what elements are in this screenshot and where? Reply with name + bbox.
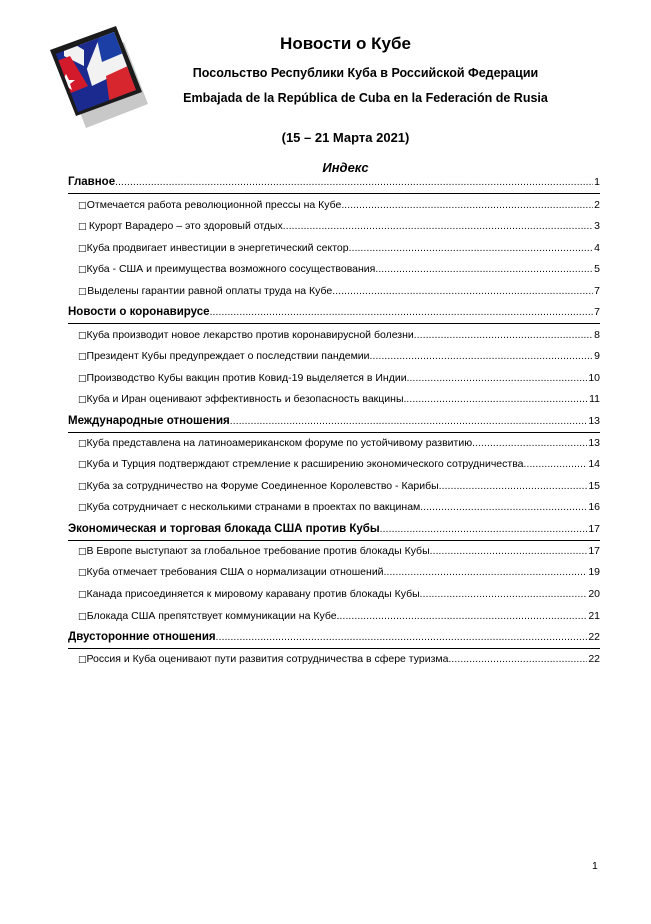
dot-leader xyxy=(115,177,593,188)
toc-page-number: 17 xyxy=(588,523,600,535)
toc-item-title: Куба за сотрудничество на Форуме Соединенное Королевство - Карибы xyxy=(86,480,439,492)
date-range: (15 – 21 Марта 2021) xyxy=(281,130,410,145)
dot-leader xyxy=(524,459,588,470)
toc-page-number: 2 xyxy=(594,199,600,211)
dot-leader xyxy=(230,416,588,427)
toc-page-number: 19 xyxy=(588,566,600,578)
toc-item-title: Отмечается работа революционной прессы на Кубе. xyxy=(86,199,345,211)
toc-item[interactable] xyxy=(78,329,600,341)
toc-item-title: Куба - США и преимущества возможного сосуществования xyxy=(86,263,376,275)
toc-section-title: Экономическая и торговая блокада США против Кубы xyxy=(68,523,380,535)
dot-leader xyxy=(448,654,587,665)
checkbox-icon xyxy=(78,374,87,384)
toc-item-title: В Европе выступают за глобальное требование против блокады Кубы xyxy=(86,545,430,557)
dot-leader xyxy=(406,394,588,405)
dot-leader xyxy=(283,221,593,232)
dot-leader xyxy=(375,264,593,275)
dot-leader xyxy=(472,438,587,449)
toc-section-title: Новости о коронавирусе xyxy=(68,306,210,318)
toc-item-title: Куба отмечает требования США о нормализации отношений xyxy=(86,566,384,578)
index-heading: Индекс xyxy=(322,160,369,175)
toc-page-number: 7 xyxy=(594,306,600,318)
toc-item-title: Россия и Куба оценивают пути развития сотрудничества в сфере туризма xyxy=(86,653,449,665)
checkbox-icon xyxy=(78,331,87,341)
checkbox-icon xyxy=(78,244,87,254)
dot-leader xyxy=(407,373,588,384)
toc-page-number: 14 xyxy=(588,458,600,470)
section-divider xyxy=(68,193,600,194)
toc-page-number: 22 xyxy=(588,631,600,643)
toc-item[interactable] xyxy=(78,501,600,513)
page-title: Новости о Кубе xyxy=(280,34,411,53)
checkbox-icon xyxy=(78,503,87,513)
toc-item-title: Куба производит новое лекарство против коронавирусной болезни xyxy=(86,329,414,341)
toc-item[interactable] xyxy=(78,263,600,275)
toc-section-bilateral[interactable] xyxy=(68,631,600,643)
page-number: 1 xyxy=(592,860,598,872)
checkbox-icon xyxy=(78,439,87,449)
dot-leader xyxy=(216,632,588,643)
toc-item[interactable] xyxy=(78,588,600,600)
toc-section-title: Главное xyxy=(68,176,116,188)
toc-section-title: Двусторонние отношения xyxy=(68,631,216,643)
toc-page-number: 3 xyxy=(594,220,600,232)
toc-section-title: Международные отношения xyxy=(68,415,230,427)
toc-item-title: Куба продвигает инвестиции в энергетический сектор xyxy=(86,242,349,254)
toc-item[interactable] xyxy=(78,393,600,405)
toc-item[interactable] xyxy=(78,242,600,254)
dot-leader xyxy=(384,567,588,578)
toc-item[interactable] xyxy=(78,545,600,557)
toc-item[interactable] xyxy=(78,220,600,232)
toc-page-number: 7 xyxy=(594,285,600,297)
toc-page-number: 21 xyxy=(588,610,600,622)
toc-section-blockade[interactable] xyxy=(68,523,600,535)
toc-item[interactable] xyxy=(78,372,600,384)
checkbox-icon xyxy=(78,568,87,578)
checkbox-icon xyxy=(78,547,87,557)
toc-page-number: 11 xyxy=(589,393,600,405)
toc-item-title: Куба и Турция подтверждают стремление к расширению экономического сотрудничества xyxy=(86,458,524,470)
checkbox-icon xyxy=(78,222,89,232)
section-divider xyxy=(68,540,600,541)
checkbox-icon xyxy=(78,590,87,600)
dot-leader xyxy=(344,200,593,211)
dot-leader xyxy=(210,307,594,318)
toc-page-number: 13 xyxy=(588,415,600,427)
toc-page-number: 15 xyxy=(588,480,600,492)
toc-page-number: 22 xyxy=(588,653,600,665)
checkbox-icon xyxy=(78,482,87,492)
toc-item-title: Производство Кубы вакцин против Ковид-19 выделяется в Индии xyxy=(86,372,407,384)
toc-page-number: 4 xyxy=(594,242,600,254)
toc-section-main[interactable] xyxy=(68,176,600,188)
section-divider xyxy=(68,648,600,649)
checkbox-icon xyxy=(78,655,87,665)
toc-item[interactable] xyxy=(78,653,600,665)
toc-item-title: Курорт Варадеро – это здоровый отдых xyxy=(88,220,283,232)
dot-leader xyxy=(430,546,588,557)
toc-item-title: Выделены гарантии равной оплаты труда на Кубе xyxy=(87,285,333,297)
toc-item-title: Куба представлена на латиноамериканском форуме по устойчивому развитию xyxy=(86,437,473,449)
toc-item[interactable] xyxy=(78,350,600,362)
section-divider xyxy=(68,432,600,433)
checkbox-icon xyxy=(78,265,87,275)
checkbox-icon xyxy=(78,352,87,362)
toc-item[interactable] xyxy=(78,610,600,622)
toc-item-title: Президент Кубы предупреждает о последствии пандемии xyxy=(86,350,370,362)
toc-page-number: 9 xyxy=(594,350,600,362)
dot-leader xyxy=(439,481,588,492)
checkbox-icon xyxy=(78,395,87,405)
dot-leader xyxy=(420,589,588,600)
checkbox-icon xyxy=(78,460,87,470)
dot-leader xyxy=(349,243,594,254)
section-divider xyxy=(68,323,600,324)
subtitle-ru: Посольство Республики Куба в Российской Федерации xyxy=(192,66,539,80)
toc-page-number: 5 xyxy=(594,263,600,275)
dot-leader xyxy=(414,330,593,341)
toc-page-number: 8 xyxy=(594,329,600,341)
dot-leader xyxy=(339,611,587,622)
toc-item[interactable] xyxy=(78,458,600,470)
toc-item[interactable] xyxy=(78,566,600,578)
dot-leader xyxy=(420,502,587,513)
checkbox-icon xyxy=(78,287,87,297)
toc-page-number: 1 xyxy=(594,176,600,188)
toc-section-coronavirus[interactable] xyxy=(68,306,600,318)
toc-page-number: 13 xyxy=(588,437,600,449)
toc-item[interactable] xyxy=(78,285,600,297)
toc-item-title: Куба и Иран оценивают эффективность и безопасность вакцины. xyxy=(86,393,407,405)
toc-section-international[interactable] xyxy=(68,415,600,427)
toc-page-number: 20 xyxy=(588,588,600,600)
toc-item-title: Блокада США препятствует коммуникации на Кубе. xyxy=(86,610,340,622)
toc-item-title: Канада присоединяется к мировому каравану против блокады Кубы xyxy=(86,588,420,600)
subtitle-es: Embajada de la República de Cuba en la Federación de Rusia xyxy=(183,91,548,105)
dot-leader xyxy=(380,524,588,535)
toc-item[interactable] xyxy=(78,437,600,449)
toc-page-number: 17 xyxy=(588,545,600,557)
toc-item-title: Куба сотрудничает с несколькими странами в проектах по вакцинам xyxy=(86,501,421,513)
toc-page-number: 10 xyxy=(588,372,600,384)
toc-item[interactable] xyxy=(78,199,600,211)
checkbox-icon xyxy=(78,612,87,622)
toc-item[interactable] xyxy=(78,480,600,492)
checkbox-icon xyxy=(78,201,87,211)
toc-page-number: 16 xyxy=(588,501,600,513)
dot-leader xyxy=(332,286,593,297)
dot-leader xyxy=(370,351,594,362)
